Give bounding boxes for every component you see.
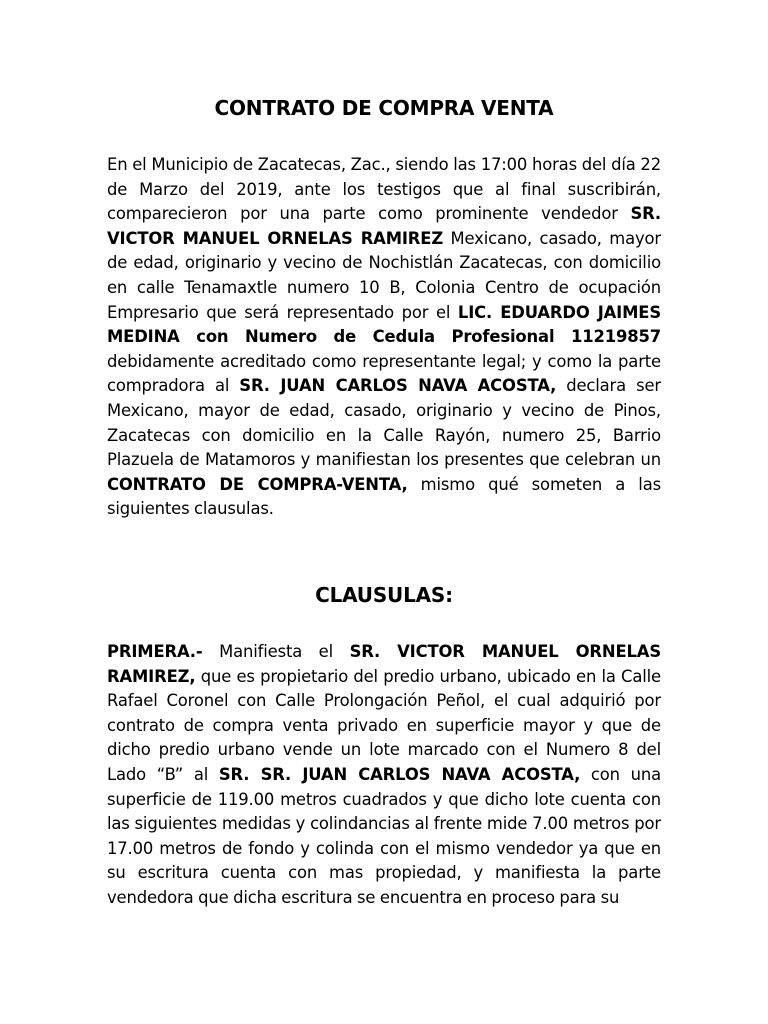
clauses-heading: CLAUSULAS: bbox=[315, 583, 453, 607]
text-run: Mexicano, casado, mayor de edad, originario y vecino de Nochistlán Zacatecas, con domicilio en calle Tenamaxtle numero 10 B, Colonia Centro de ocupación Empresario que será representado por el bbox=[107, 228, 661, 322]
bold-text-run: PRIMERA.- bbox=[107, 642, 203, 661]
intro-paragraph bbox=[107, 153, 661, 522]
first-clause-paragraph bbox=[107, 640, 661, 911]
bold-text-run: SR. SR. JUAN CARLOS NAVA ACOSTA, bbox=[218, 764, 581, 784]
text-run: debidamente acreditado como representante legal; y como la parte compradora al bbox=[107, 351, 661, 396]
text-run: mismo qué someten a las siguientes clausulas. bbox=[107, 474, 661, 519]
bold-text-run: CONTRATO DE COMPRA-VENTA, bbox=[107, 474, 408, 494]
bold-text-run: LIC. EDUARDO JAIMES MEDINA con Numero de Cedula Profesional 11219857 bbox=[107, 302, 661, 347]
bold-text-run: SR. VICTOR MANUEL ORNELAS RAMIREZ bbox=[107, 204, 661, 248]
text-run: con una superficie de 119.00 metros cuadrados y que dicho lote cuenta con las siguientes medidas y colindancias al frente mide 7.00 metros por 17.00 metros de fondo y colinda con el mismo vendedor ya que en su escritura cuenta con mas propiedad, y manifiesta la parte vendedora que dicha escritura se encuentra en proceso para su bbox=[107, 764, 661, 907]
text-run: declara ser Mexicano, mayor de edad, casado, originario y vecino de Pinos, Zacatecas con domicilio en la Calle Rayón, numero 25, Barrio Plazuela de Matamoros y manifiestan los presentes que celebran un bbox=[107, 376, 661, 470]
document-title: CONTRATO DE COMPRA VENTA bbox=[214, 96, 554, 120]
text-run: que es propietario del predio urbano, ubicado en la Calle Rafael Coronel con Calle Prolongación Peñol, el cual adquirió por contrato de compra venta privado en superficie mayor y que de dicho predio urbano vende un lote marcado con el Numero 8 del Lado “B” al bbox=[107, 666, 661, 784]
bold-text-run: SR. JUAN CARLOS NAVA ACOSTA, bbox=[239, 376, 557, 396]
text-run: En el Municipio de Zacatecas, Zac., siendo las 17:00 horas del día 22 de Marzo del 2019, ante los testigos que al final suscribirán, comparecieron por una parte como prominente vendedor bbox=[107, 155, 661, 224]
text-run: Manifiesta el bbox=[202, 642, 350, 661]
bold-text-run: SR. VICTOR MANUEL ORNELAS RAMIREZ, bbox=[107, 642, 661, 686]
